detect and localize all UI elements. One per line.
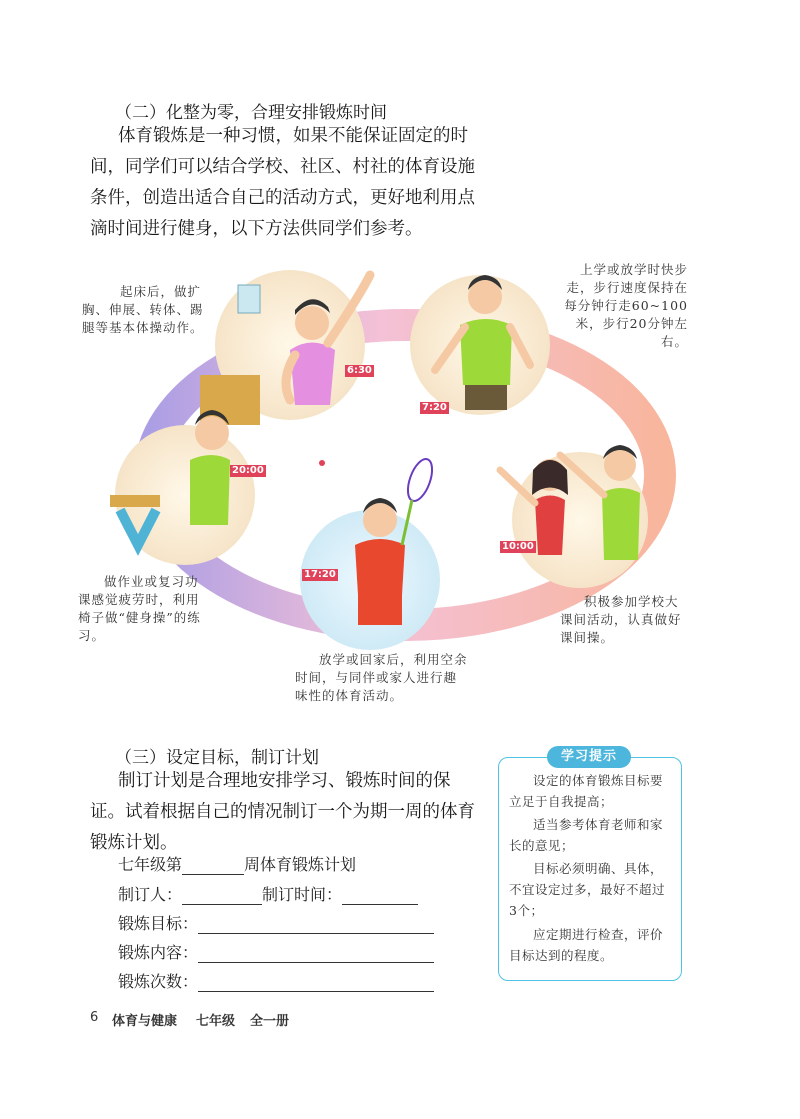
learning-tips-title: 学习提示 bbox=[547, 746, 631, 768]
caption-recess: 积极参加学校大课间活动，认真做好课间操。 bbox=[560, 594, 682, 645]
plan-title-line bbox=[118, 852, 356, 875]
tip-item: 适当参考体育老师和家长的意见； bbox=[509, 817, 664, 853]
boy-head-commute bbox=[468, 280, 502, 314]
plan-content-line bbox=[118, 940, 434, 963]
section3-paragraph: 制订计划是合理地安排学习、锻炼时间的保证。试着根据自己的情况制订一个为期一周的体育锻炼计划。 bbox=[90, 771, 475, 853]
learning-tips-box bbox=[498, 749, 682, 981]
content-label: 锻炼内容： bbox=[118, 943, 199, 962]
badminton-racket-icon bbox=[403, 456, 437, 504]
boy-head-homework bbox=[195, 416, 229, 450]
book-title: 体育与健康 bbox=[112, 1014, 178, 1029]
goal-label: 锻炼目标： bbox=[118, 914, 199, 933]
time-blank[interactable] bbox=[342, 886, 418, 905]
window-icon bbox=[238, 285, 260, 313]
plan-maker-line bbox=[118, 882, 418, 905]
caption-homework: 做作业或复习功课感觉疲劳时，利用椅子做“健身操”的练习。 bbox=[78, 574, 201, 643]
plan-count-line bbox=[118, 969, 434, 992]
green-shirt-recess bbox=[602, 488, 640, 560]
section3-heading: （三）设定目标，制订计划 bbox=[115, 748, 319, 768]
red-shirt bbox=[355, 539, 405, 595]
section2-paragraph: 体育锻炼是一种习惯，如果不能保证固定的时间，同学们可以结合学校、社区、村社的体育设施条件，创造出适合自己的活动方式，更好地利用点滴时间进行健身，以下方法供同学们参考。 bbox=[90, 126, 475, 239]
count-label: 锻炼次数： bbox=[118, 972, 199, 991]
section2-heading: （二）化整为零，合理安排锻炼时间 bbox=[115, 103, 387, 123]
tip-item: 设定的体育锻炼目标要立足于自我提高； bbox=[509, 773, 664, 809]
page-number: 6 bbox=[90, 1010, 99, 1025]
boy-head-morning bbox=[295, 306, 329, 340]
time-tag-recess: 10:00 bbox=[502, 541, 534, 552]
green-shirt-homework bbox=[190, 455, 230, 525]
volume-label: 全一册 bbox=[250, 1014, 290, 1029]
plan-title-prefix: 七年级第 bbox=[118, 855, 183, 874]
plan-goal-line bbox=[118, 911, 434, 934]
caption-commute: 上学或放学时快步走，步行速度保持在每分钟行走60~100米，步行20分钟左右。 bbox=[564, 262, 688, 349]
time-tag-commute: 7:20 bbox=[422, 402, 447, 413]
maker-label: 制订人： bbox=[118, 885, 183, 904]
boy-head-afterschool bbox=[363, 503, 397, 537]
plan-title-suffix: 周体育锻炼计划 bbox=[244, 855, 357, 874]
week-number-blank[interactable] bbox=[182, 856, 244, 875]
time-tag-morning: 6:30 bbox=[347, 365, 372, 376]
daily-exercise-illustration bbox=[78, 255, 710, 715]
time-tag-homework: 20:00 bbox=[232, 465, 264, 476]
count-blank[interactable] bbox=[198, 973, 434, 992]
tip-item: 目标必须明确、具体，不宜设定过多，最好不超过3个； bbox=[509, 861, 666, 918]
girl-red-shirt bbox=[535, 496, 565, 556]
grade-label: 七年级 bbox=[196, 1014, 236, 1029]
goal-blank[interactable] bbox=[198, 915, 434, 934]
caption-afterschool: 放学或回家后，利用空余时间，与同伴或家人进行趣味性的体育活动。 bbox=[295, 652, 468, 703]
shuttlecock-icon bbox=[319, 460, 325, 466]
content-blank[interactable] bbox=[198, 944, 434, 963]
tip-item: 应定期进行检查，评价目标达到的程度。 bbox=[509, 927, 664, 963]
maker-blank[interactable] bbox=[182, 886, 262, 905]
time-tag-afterschool: 17:20 bbox=[304, 569, 336, 580]
time-label: 制订时间： bbox=[262, 885, 343, 904]
caption-morning: 起床后，做扩胸、伸展、转体、踢腿等基本体操动作。 bbox=[82, 284, 204, 335]
